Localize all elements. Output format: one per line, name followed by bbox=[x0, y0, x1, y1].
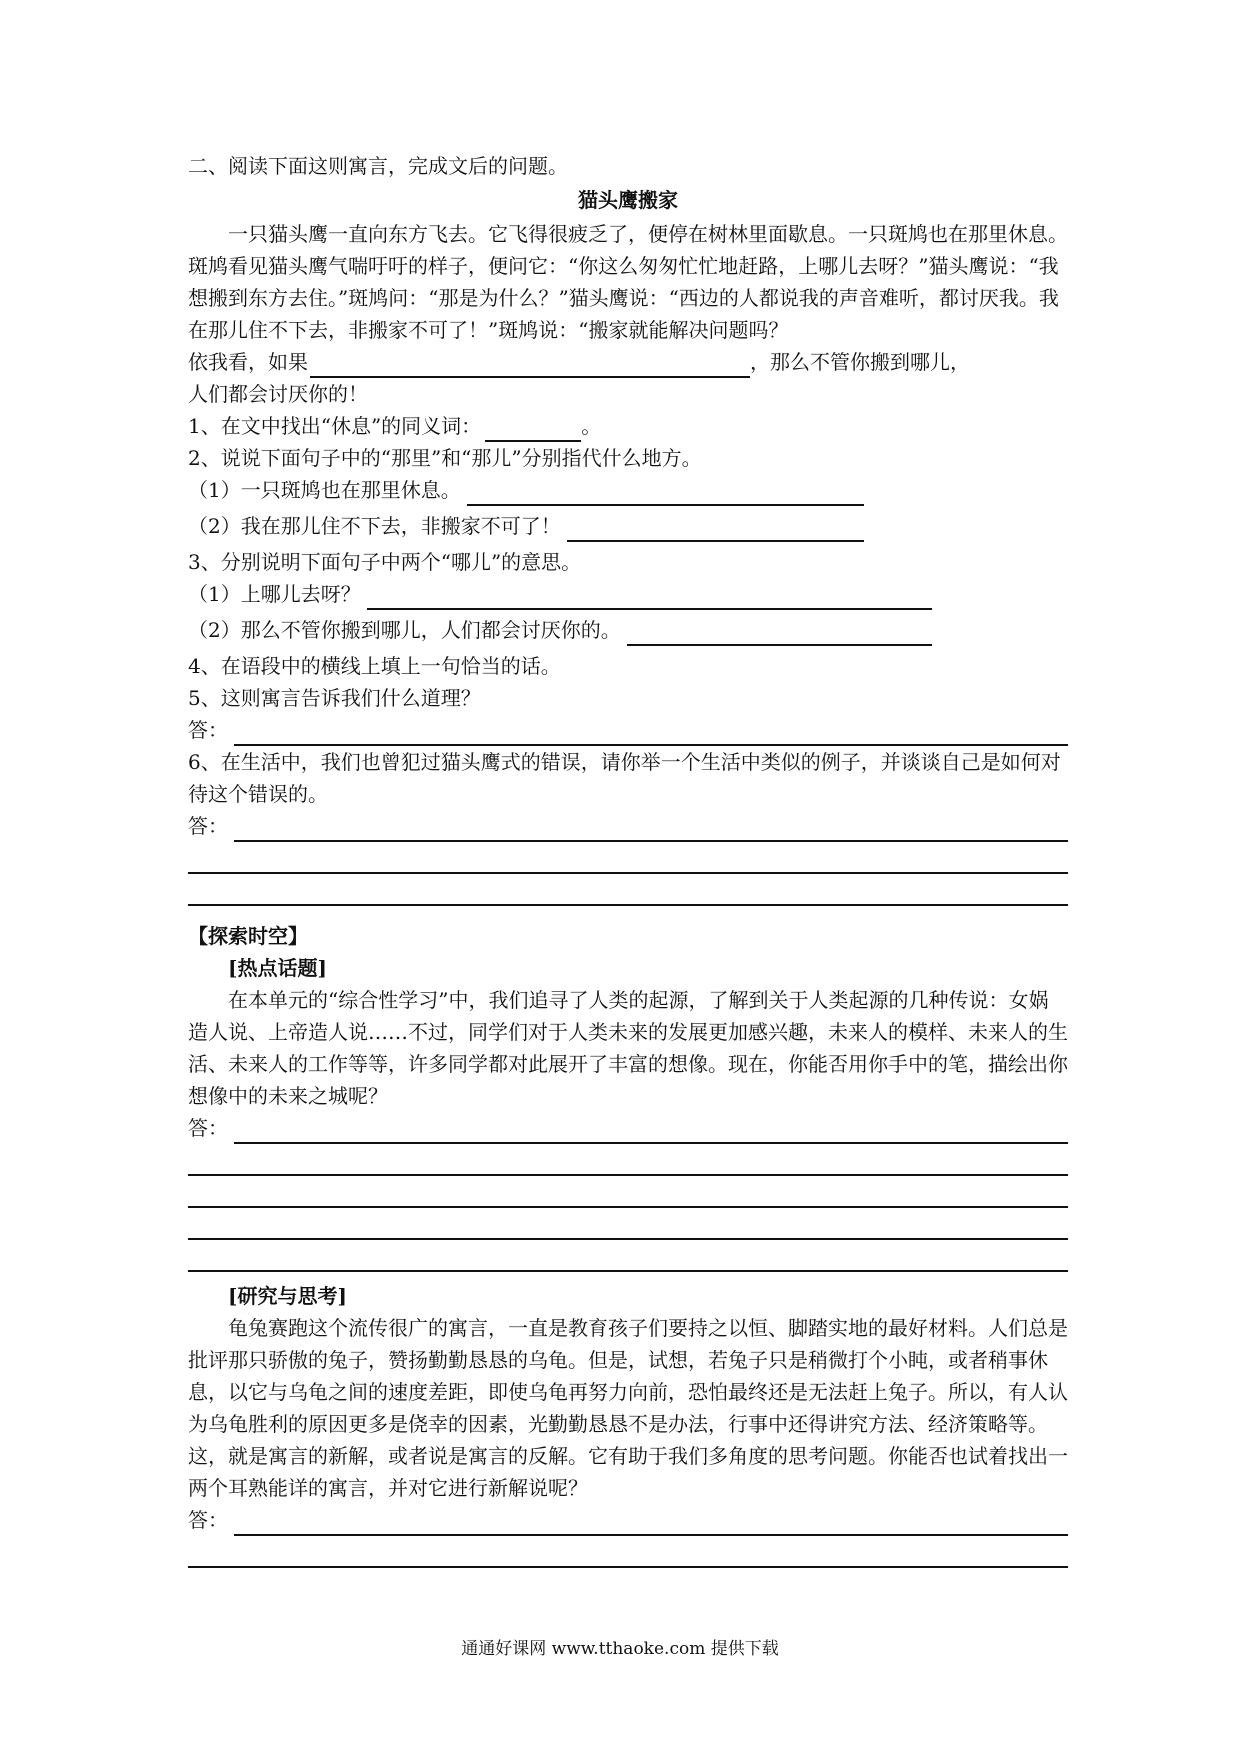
story-prefix: 依我看，如果 bbox=[188, 350, 308, 374]
question-5-answer bbox=[188, 714, 1068, 746]
question-5: 5、这则寓言告诉我们什么道理？ bbox=[188, 686, 481, 710]
hot-topic-answer-line-3[interactable] bbox=[188, 1176, 1068, 1208]
research-answer-line-1[interactable] bbox=[234, 1512, 1068, 1536]
hot-topic-answer-line-2[interactable] bbox=[188, 1144, 1068, 1176]
question-6-answer-line-3[interactable] bbox=[188, 874, 1068, 906]
explore-heading: 【探索时空】 bbox=[188, 924, 308, 948]
question-6-answer-line-1[interactable] bbox=[234, 818, 1068, 842]
hot-topic-answer-line-4[interactable] bbox=[188, 1208, 1068, 1240]
question-6: 6、在生活中，我们也曾犯过猫头鹰式的错误，请你举一个生活中类似的例子，并谈谈自己是如何对待这个错误的。 bbox=[188, 750, 1061, 806]
story-title: 猫头鹰搬家 bbox=[578, 188, 678, 212]
question-1 bbox=[188, 410, 1068, 442]
answer-label: 答： bbox=[188, 1508, 228, 1532]
hot-topic-text: 在本单元的“综合性学习”中，我们追寻了人类的起源，了解到关于人类起源的几种传说：女娲造人说、上帝造人说……不过，同学们对于人类未来的发展更加感兴趣，未来人的模样、未来人的生活、未来人的工作等等，许多同学都对此展开了丰富的想像。现在，你能否用你手中的笔，描绘出你想像中的未来之城呢？ bbox=[188, 988, 1068, 1108]
research-answer bbox=[188, 1504, 1068, 1536]
hot-topic-answer-line-1[interactable] bbox=[234, 1120, 1068, 1144]
question-3-2-blank[interactable] bbox=[627, 622, 932, 646]
question-1-blank[interactable] bbox=[485, 418, 581, 442]
question-1-text: 1、在文中找出“休息”的同义词： bbox=[188, 414, 482, 438]
question-3: 3、分别说明下面句子中两个“哪儿”的意思。 bbox=[188, 550, 582, 574]
answer-label: 答： bbox=[188, 1116, 228, 1140]
story-suffix: ，那么不管你搬到哪儿， bbox=[750, 350, 970, 374]
question-2-1-blank[interactable] bbox=[467, 482, 864, 506]
question-2-1-text: （1）一只斑鸠也在那里休息。 bbox=[188, 478, 461, 502]
research-text: 龟兔赛跑这个流传很广的寓言，一直是教育孩子们要持之以恒、脚踏实地的最好材料。人们总是批评那只骄傲的兔子，赞扬勤勤恳恳的乌龟。但是，试想，若兔子只是稍微打个小盹，或者稍事休息，以它与乌龟之间的速度差距，即使乌龟再努力向前，恐怕最终还是无法赶上兔子。所以，有人认为乌龟胜利的原因更多是侥幸的因素，光勤勤恳恳不是办法，行事中还得讲究方法、经济策略等。这，就是寓言的新解，或者说是寓言的反解。它有助于我们多角度的思考问题。你能否也试着找出一两个耳熟能详的寓言，并对它进行新解说呢？ bbox=[188, 1316, 1068, 1500]
question-2: 2、说说下面句子中的“那里”和“那儿”分别指代什么地方。 bbox=[188, 446, 702, 470]
story-blank-line bbox=[188, 346, 1068, 378]
question-6-answer bbox=[188, 810, 1068, 842]
story-paragraph: 一只猫头鹰一直向东方飞去。它飞得很疲乏了，便停在树林里面歇息。一只斑鸠也在那里休息。斑鸠看见猫头鹰气喘吁吁的样子，便问它：“你这么匆匆忙忙地赶路，上哪儿去呀？”猫头鹰说：“我想搬到东方去住。”斑鸠问：“那是为什么？”猫头鹰说：“西边的人都说我的声音难听，都讨厌我。我在那儿住不下去，非搬家不可了！”斑鸠说：“搬家就能解决问题吗？ bbox=[188, 222, 1068, 342]
answer-label: 答： bbox=[188, 718, 228, 742]
spacer bbox=[188, 1272, 1068, 1280]
question-3-1-blank[interactable] bbox=[367, 586, 932, 610]
answer-label: 答： bbox=[188, 814, 228, 838]
research-answer-line-2[interactable] bbox=[188, 1536, 1068, 1568]
question-3-1-text: （1）上哪儿去呀？ bbox=[188, 582, 361, 606]
story-answer-blank[interactable] bbox=[310, 354, 750, 378]
question-2-1 bbox=[188, 474, 864, 506]
question-5-answer-line[interactable] bbox=[234, 722, 1068, 746]
question-3-2 bbox=[188, 614, 932, 646]
research-heading: [研究与思考] bbox=[228, 1284, 347, 1308]
question-2-2 bbox=[188, 510, 864, 542]
question-3-1 bbox=[188, 578, 932, 610]
spacer bbox=[188, 906, 1068, 920]
question-1-end: 。 bbox=[581, 414, 602, 438]
footer-download-note: 通通好课网 www.tthaoke.com 提供下载 bbox=[461, 1639, 779, 1659]
question-6-answer-line-2[interactable] bbox=[188, 842, 1068, 874]
hot-topic-answer-line-5[interactable] bbox=[188, 1240, 1068, 1272]
question-4: 4、在语段中的横线上填上一句恰当的话。 bbox=[188, 654, 561, 678]
hot-topic-answer bbox=[188, 1112, 1068, 1144]
story-ending: 人们都会讨厌你的！ bbox=[188, 382, 368, 406]
question-3-2-text: （2）那么不管你搬到哪儿，人们都会讨厌你的。 bbox=[188, 618, 621, 642]
hot-topic-heading: [热点话题] bbox=[228, 956, 327, 980]
section-heading: 二、阅读下面这则寓言，完成文后的问题。 bbox=[188, 154, 568, 178]
question-2-2-text: （2）我在那儿住不下去，非搬家不可了！ bbox=[188, 514, 561, 538]
worksheet-page bbox=[188, 150, 1068, 1568]
question-2-2-blank[interactable] bbox=[567, 518, 864, 542]
